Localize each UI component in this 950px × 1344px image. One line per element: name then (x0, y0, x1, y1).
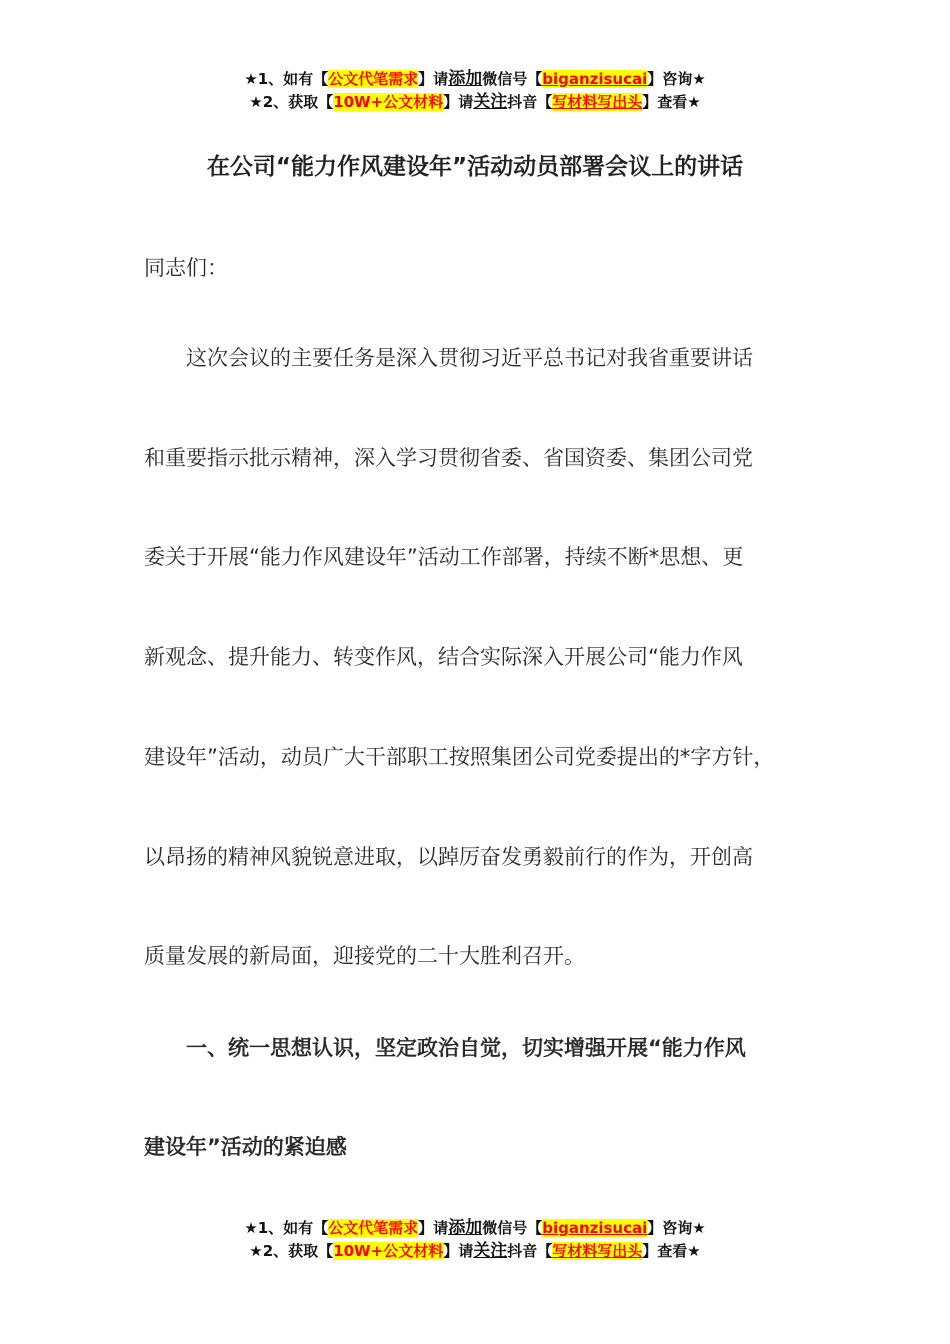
douyin-account-highlight: 写材料写出头 (552, 1242, 643, 1260)
paragraph-line: 这次会议的主要任务是深入贯彻习近平总书记对我省重要讲话 (144, 346, 753, 370)
materials-highlight: 10W+公文材料 (333, 1242, 444, 1260)
wechat-id-highlight: biganzisucai (542, 70, 648, 88)
salutation: 同志们： (144, 256, 228, 280)
paragraph-line: 和重要指示批示精神，深入学习贯彻省委、省国资委、集团公司党 (144, 446, 753, 470)
document-title: 在公司“能力作风建设年”活动动员部署会议上的讲话 (206, 154, 744, 180)
paragraph-line: 质量发展的新局面，迎接党的二十大胜利召开。 (144, 944, 585, 968)
header-promo-banner (0, 68, 950, 114)
materials-highlight: 10W+公文材料 (333, 93, 444, 111)
promo-line-2: ★2、获取【10W+公文材料】请关注抖音【写材料写出头】查看★ (249, 1241, 701, 1261)
promo-line-2: ★2、获取【10W+公文材料】请关注抖音【写材料写出头】查看★ (249, 92, 701, 112)
add-emphasis: 添加 (448, 69, 483, 89)
wechat-id-highlight: biganzisucai (542, 1219, 648, 1237)
douyin-account-highlight: 写材料写出头 (552, 93, 643, 111)
ghostwriting-highlight: 公文代笔需求 (328, 70, 419, 88)
ghostwriting-highlight: 公文代笔需求 (328, 1219, 419, 1237)
add-emphasis: 添加 (448, 1218, 483, 1238)
follow-emphasis: 关注 (473, 1241, 508, 1261)
paragraph-line: 建设年”活动，动员广大干部职工按照集团公司党委提出的*字方针， (144, 745, 775, 769)
promo-line-1: ★1、如有【公文代笔需求】请添加微信号【biganzisucai】咨询★ (244, 1218, 706, 1238)
section-heading-line: 建设年”活动的紧迫感 (144, 1135, 347, 1159)
footer-promo-banner (0, 1217, 950, 1263)
section-heading-line: 一、统一思想认识，坚定政治自觉，切实增强开展“能力作风 (144, 1036, 746, 1060)
follow-emphasis: 关注 (473, 92, 508, 112)
paragraph-line: 以昂扬的精神风貌锐意进取，以踔厉奋发勇毅前行的作为，开创高 (144, 845, 753, 869)
promo-line-1: ★1、如有【公文代笔需求】请添加微信号【biganzisucai】咨询★ (244, 69, 706, 89)
paragraph-line: 新观念、提升能力、转变作风，结合实际深入开展公司“能力作风 (144, 645, 743, 669)
paragraph-line: 委关于开展“能力作风建设年”活动工作部署，持续不断*思想、更 (144, 545, 744, 569)
